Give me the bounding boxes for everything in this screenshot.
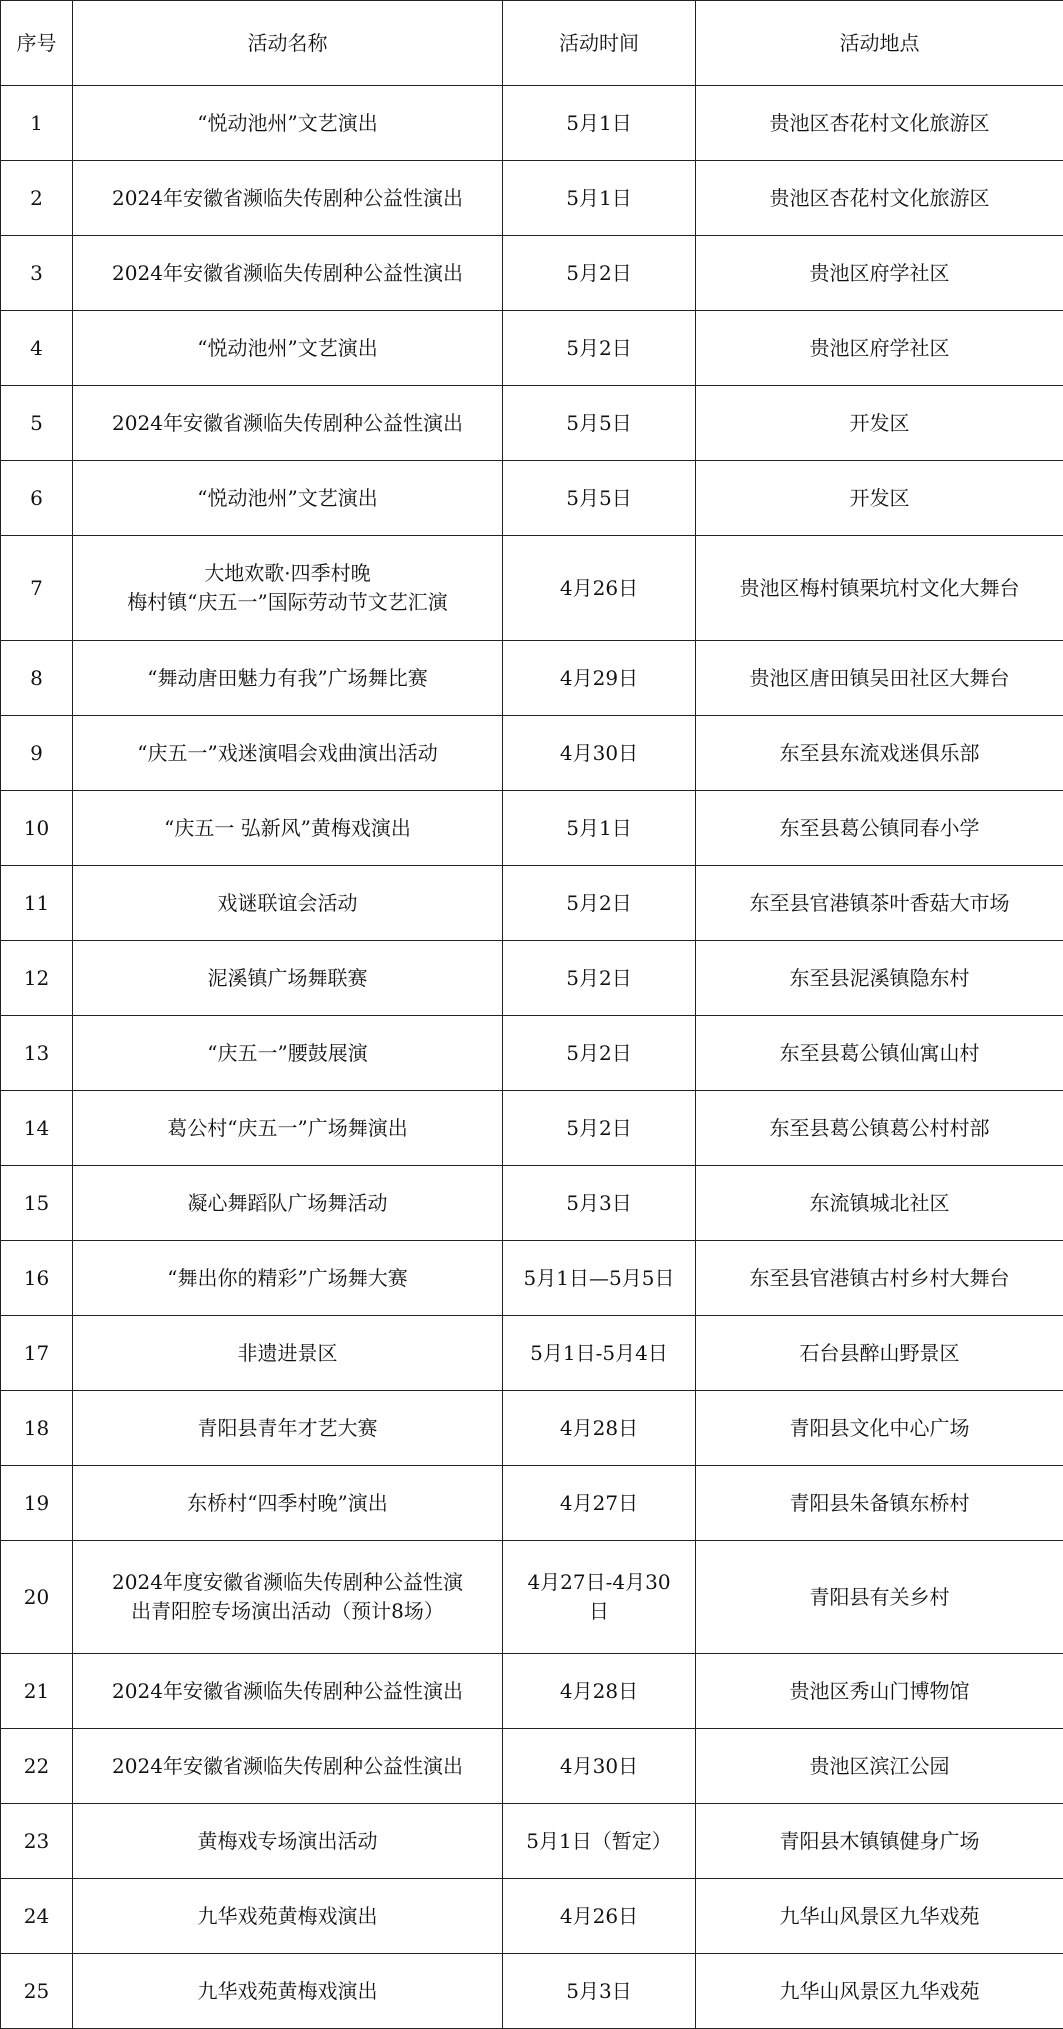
activity-name-cell [73, 1466, 503, 1541]
activity-name-line: 九华戏苑黄梅戏演出 [79, 1902, 496, 1931]
activity-name-cell [73, 236, 503, 311]
activity-time-cell [503, 1316, 696, 1391]
table-row [1, 1541, 1063, 1654]
activity-name-line: 葛公村“庆五一”广场舞演出 [79, 1114, 496, 1143]
activity-time-line: 4月26日 [509, 1902, 689, 1931]
row-index-cell: 16 [1, 1241, 73, 1316]
activity-name-line: 九华戏苑黄梅戏演出 [79, 1977, 496, 2006]
activity-name-cell [73, 1541, 503, 1654]
activity-time-cell [503, 386, 696, 461]
table-row [1, 1466, 1063, 1541]
activity-name-line: 黄梅戏专场演出活动 [79, 1827, 496, 1856]
activity-place-cell: 东至县葛公镇葛公村村部 [696, 1091, 1063, 1166]
activity-time-cell [503, 1804, 696, 1879]
activity-time-line: 5月1日—5月5日 [509, 1264, 689, 1293]
table-row [1, 1729, 1063, 1804]
activity-time-cell [503, 536, 696, 641]
activity-time-cell [503, 236, 696, 311]
row-index-cell: 17 [1, 1316, 73, 1391]
activity-name-line: 青阳县青年才艺大赛 [79, 1414, 496, 1443]
activity-time-line: 4月26日 [509, 574, 689, 603]
table-row [1, 1016, 1063, 1091]
activity-place-cell: 贵池区梅村镇栗坑村文化大舞台 [696, 536, 1063, 641]
row-index-cell: 5 [1, 386, 73, 461]
activity-name-cell [73, 1091, 503, 1166]
table-body [1, 86, 1063, 2029]
activity-name-cell [73, 1241, 503, 1316]
activity-name-line: 大地欢歌·四季村晚 [79, 559, 496, 588]
activity-time-cell [503, 1541, 696, 1654]
activity-name-cell [73, 161, 503, 236]
table-row [1, 791, 1063, 866]
activity-time-cell [503, 1729, 696, 1804]
activity-time-line: 5月3日 [509, 1977, 689, 2006]
activity-name-cell [73, 86, 503, 161]
activity-place-cell: 贵池区府学社区 [696, 236, 1063, 311]
row-index-cell: 6 [1, 461, 73, 536]
activity-name-line: “庆五一 弘新风”黄梅戏演出 [79, 814, 496, 843]
activity-name-cell [73, 941, 503, 1016]
activity-time-cell [503, 1016, 696, 1091]
activity-time-cell [503, 86, 696, 161]
activity-time-cell [503, 641, 696, 716]
table-row [1, 1954, 1063, 2029]
activity-name-line: “悦动池州”文艺演出 [79, 109, 496, 138]
activity-time-cell [503, 311, 696, 386]
activity-name-line: “庆五一”腰鼓展演 [79, 1039, 496, 1068]
activity-name-cell [73, 791, 503, 866]
row-index-cell: 22 [1, 1729, 73, 1804]
activity-time-cell [503, 1879, 696, 1954]
activity-name-cell [73, 1654, 503, 1729]
activity-name-line: 凝心舞蹈队广场舞活动 [79, 1189, 496, 1218]
activity-time-cell [503, 1241, 696, 1316]
row-index-cell: 2 [1, 161, 73, 236]
activity-name-cell [73, 866, 503, 941]
activity-time-line: 5月1日 [509, 109, 689, 138]
activity-name-cell [73, 1954, 503, 2029]
activity-time-cell [503, 941, 696, 1016]
activity-time-line: 5月2日 [509, 964, 689, 993]
activity-name-line: 出青阳腔专场演出活动（预计8场） [79, 1597, 496, 1626]
row-index-cell: 25 [1, 1954, 73, 2029]
activity-name-line: “舞出你的精彩”广场舞大赛 [79, 1264, 496, 1293]
activity-place-cell: 开发区 [696, 461, 1063, 536]
activity-name-line: 2024年安徽省濒临失传剧种公益性演出 [79, 1752, 496, 1781]
activity-place-cell: 贵池区杏花村文化旅游区 [696, 86, 1063, 161]
activity-time-line: 4月30日 [509, 1752, 689, 1781]
activity-place-cell: 青阳县有关乡村 [696, 1541, 1063, 1654]
activity-time-cell [503, 1466, 696, 1541]
activity-time-line: 5月3日 [509, 1189, 689, 1218]
activity-place-cell: 贵池区杏花村文化旅游区 [696, 161, 1063, 236]
table-row [1, 941, 1063, 1016]
activity-name-cell [73, 386, 503, 461]
activity-time-cell [503, 1954, 696, 2029]
activity-place-cell: 青阳县木镇镇健身广场 [696, 1804, 1063, 1879]
activity-time-line: 4月27日 [509, 1489, 689, 1518]
activity-name-cell [73, 1316, 503, 1391]
table-row [1, 461, 1063, 536]
activity-name-cell [73, 1879, 503, 1954]
activity-place-cell: 东至县官港镇古村乡村大舞台 [696, 1241, 1063, 1316]
activity-place-cell: 青阳县文化中心广场 [696, 1391, 1063, 1466]
header-index: 序号 [1, 1, 73, 86]
activity-name-line: “悦动池州”文艺演出 [79, 484, 496, 513]
row-index-cell: 11 [1, 866, 73, 941]
activity-name-line: “庆五一”戏迷演唱会戏曲演出活动 [79, 739, 496, 768]
row-index-cell: 15 [1, 1166, 73, 1241]
activity-time-line: 5月5日 [509, 409, 689, 438]
header-time: 活动时间 [503, 1, 696, 86]
activity-name-line: 东桥村“四季村晚”演出 [79, 1489, 496, 1518]
activity-time-cell [503, 1091, 696, 1166]
activity-time-line: 日 [509, 1597, 689, 1626]
activity-place-cell: 贵池区秀山门博物馆 [696, 1654, 1063, 1729]
row-index-cell: 23 [1, 1804, 73, 1879]
row-index-cell: 8 [1, 641, 73, 716]
activity-name-line: 泥溪镇广场舞联赛 [79, 964, 496, 993]
activity-time-cell [503, 1391, 696, 1466]
activity-name-line: 2024年度安徽省濒临失传剧种公益性演 [79, 1568, 496, 1597]
table-row [1, 161, 1063, 236]
activity-time-cell [503, 461, 696, 536]
activity-time-line: 5月2日 [509, 889, 689, 918]
row-index-cell: 24 [1, 1879, 73, 1954]
activity-name-line: 梅村镇“庆五一”国际劳动节文艺汇演 [79, 588, 496, 617]
activity-name-cell [73, 311, 503, 386]
activity-name-cell [73, 716, 503, 791]
row-index-cell: 21 [1, 1654, 73, 1729]
table-row [1, 1391, 1063, 1466]
row-index-cell: 13 [1, 1016, 73, 1091]
row-index-cell: 19 [1, 1466, 73, 1541]
activity-time-cell [503, 1654, 696, 1729]
activity-place-cell: 九华山风景区九华戏苑 [696, 1954, 1063, 2029]
activity-place-cell: 贵池区府学社区 [696, 311, 1063, 386]
header-name: 活动名称 [73, 1, 503, 86]
activity-time-line: 5月2日 [509, 1039, 689, 1068]
activity-time-line: 4月28日 [509, 1414, 689, 1443]
table-row [1, 716, 1063, 791]
activity-name-cell [73, 1016, 503, 1091]
activity-time-line: 4月29日 [509, 664, 689, 693]
table-row [1, 1804, 1063, 1879]
activity-name-line: 戏谜联谊会活动 [79, 889, 496, 918]
activity-time-line: 5月1日-5月4日 [509, 1339, 689, 1368]
activity-time-cell [503, 791, 696, 866]
row-index-cell: 3 [1, 236, 73, 311]
activity-time-line: 5月5日 [509, 484, 689, 513]
activity-time-line: 5月1日（暂定） [509, 1827, 689, 1856]
activity-name-cell [73, 461, 503, 536]
row-index-cell: 7 [1, 536, 73, 641]
activity-name-line: 非遗进景区 [79, 1339, 496, 1368]
activity-time-line: 5月1日 [509, 184, 689, 213]
activity-time-cell [503, 716, 696, 791]
activity-name-line: “舞动唐田魅力有我”广场舞比赛 [79, 664, 496, 693]
activity-time-line: 4月28日 [509, 1677, 689, 1706]
activity-time-cell [503, 1166, 696, 1241]
activity-time-line: 4月27日-4月30 [509, 1568, 689, 1597]
header-place: 活动地点 [696, 1, 1063, 86]
table-row [1, 236, 1063, 311]
row-index-cell: 14 [1, 1091, 73, 1166]
activity-place-cell: 九华山风景区九华戏苑 [696, 1879, 1063, 1954]
activity-place-cell: 东流镇城北社区 [696, 1166, 1063, 1241]
table-row [1, 1316, 1063, 1391]
table-row [1, 1879, 1063, 1954]
activity-place-cell: 青阳县朱备镇东桥村 [696, 1466, 1063, 1541]
activity-name-cell [73, 536, 503, 641]
row-index-cell: 18 [1, 1391, 73, 1466]
activity-time-line: 4月30日 [509, 739, 689, 768]
table-row [1, 1654, 1063, 1729]
row-index-cell: 4 [1, 311, 73, 386]
row-index-cell: 12 [1, 941, 73, 1016]
activity-time-line: 5月2日 [509, 259, 689, 288]
table-row [1, 86, 1063, 161]
activity-name-cell [73, 1391, 503, 1466]
activity-place-cell: 石台县醉山野景区 [696, 1316, 1063, 1391]
activity-place-cell: 东至县东流戏迷俱乐部 [696, 716, 1063, 791]
activity-place-cell: 东至县泥溪镇隐东村 [696, 941, 1063, 1016]
table-row [1, 1091, 1063, 1166]
row-index-cell: 9 [1, 716, 73, 791]
activity-time-line: 5月1日 [509, 814, 689, 843]
activity-name-line: 2024年安徽省濒临失传剧种公益性演出 [79, 259, 496, 288]
table-row [1, 1166, 1063, 1241]
activity-time-cell [503, 161, 696, 236]
row-index-cell: 1 [1, 86, 73, 161]
table-row [1, 641, 1063, 716]
activity-place-cell: 开发区 [696, 386, 1063, 461]
activity-name-cell [73, 641, 503, 716]
activity-time-line: 5月2日 [509, 334, 689, 363]
table-row [1, 1241, 1063, 1316]
activity-place-cell: 东至县官港镇茶叶香菇大市场 [696, 866, 1063, 941]
header-row [1, 1, 1063, 86]
activity-time-line: 5月2日 [509, 1114, 689, 1143]
table-row [1, 311, 1063, 386]
activity-name-line: 2024年安徽省濒临失传剧种公益性演出 [79, 409, 496, 438]
table-row [1, 386, 1063, 461]
activity-place-cell: 东至县葛公镇仙寓山村 [696, 1016, 1063, 1091]
activity-name-cell [73, 1804, 503, 1879]
activity-name-cell [73, 1729, 503, 1804]
table-row [1, 866, 1063, 941]
activity-place-cell: 贵池区滨江公园 [696, 1729, 1063, 1804]
activity-name-line: “悦动池州”文艺演出 [79, 334, 496, 363]
activity-place-cell: 东至县葛公镇同春小学 [696, 791, 1063, 866]
activity-place-cell: 贵池区唐田镇吴田社区大舞台 [696, 641, 1063, 716]
activity-name-line: 2024年安徽省濒临失传剧种公益性演出 [79, 184, 496, 213]
activity-name-line: 2024年安徽省濒临失传剧种公益性演出 [79, 1677, 496, 1706]
table-row [1, 536, 1063, 641]
row-index-cell: 20 [1, 1541, 73, 1654]
row-index-cell: 10 [1, 791, 73, 866]
activity-time-cell [503, 866, 696, 941]
activity-name-cell [73, 1166, 503, 1241]
